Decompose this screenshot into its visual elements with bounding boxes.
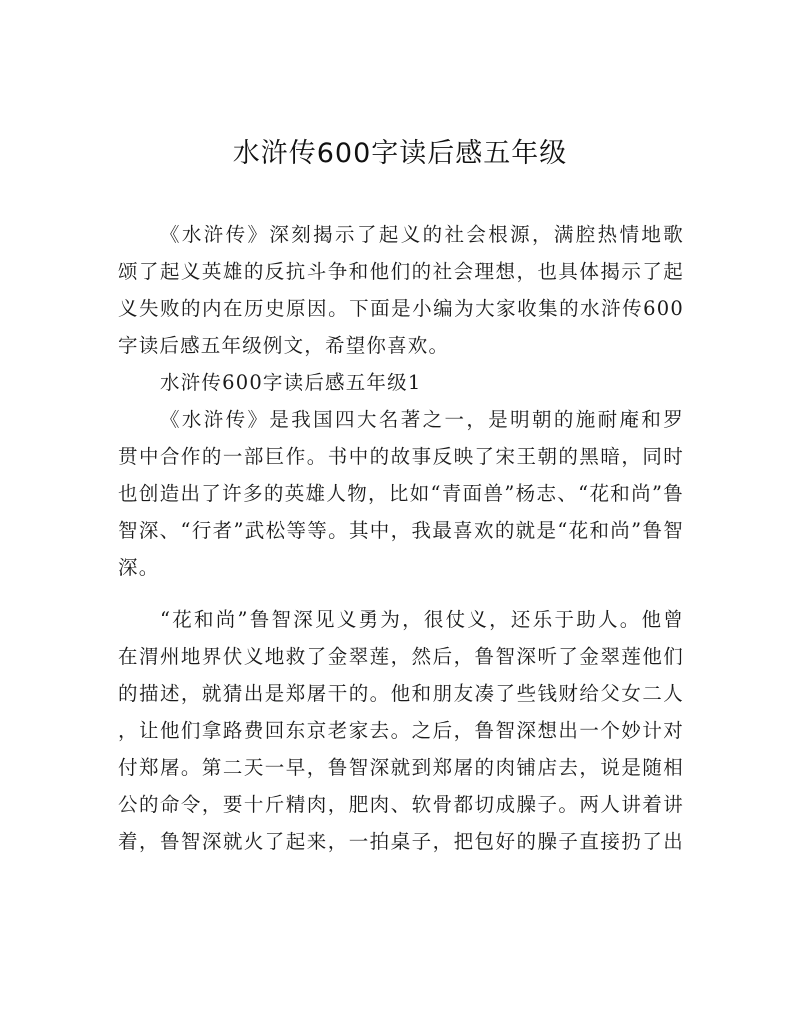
paragraph-line: 《水浒传》深刻揭示了起义的社会根源，满腔热情地歌 (160, 223, 684, 246)
paragraph-line: 公的命令，要十斤精肉，肥肉、软骨都切成臊子。两人讲着讲 (118, 793, 684, 816)
paragraph-line: 深。 (118, 556, 160, 579)
paragraph-line: 《水浒传》是我国四大名著之一，是明朝的施耐庵和罗 (160, 408, 684, 431)
paragraph-line: 着，鲁智深就火了起来，一拍桌子，把包好的臊子直接扔了出 (118, 830, 684, 853)
paragraph-line: “花和尚”鲁智深见义勇为，很仗义，还乐于助人。他曾 (160, 608, 684, 631)
paragraph-line: 字读后感五年级例文，希望你喜欢。 (118, 334, 450, 357)
paragraph-line: 在渭州地界伏义地救了金翠莲，然后，鲁智深听了金翠莲他们 (118, 645, 684, 668)
section-heading: 水浒传600字读后感五年级1 (160, 371, 422, 394)
paragraph-line: 贯中合作的一部巨作。书中的故事反映了宋王朝的黑暗，同时 (118, 445, 684, 468)
paragraph-line: ，让他们拿路费回东京老家去。之后，鲁智深想出一个妙计对 (118, 719, 684, 742)
paragraph-line: 也创造出了许多的英雄人物，比如“青面兽”杨志、“花和尚”鲁 (118, 482, 684, 505)
paragraph-line: 颂了起义英雄的反抗斗争和他们的社会理想，也具体揭示了起 (118, 260, 684, 283)
document-title: 水浒传600字读后感五年级 (232, 138, 568, 169)
paragraph-line: 付郑屠。第二天一早，鲁智深就到郑屠的肉铺店去，说是随相 (118, 756, 684, 779)
paragraph-line: 智深、“行者”武松等等。其中，我最喜欢的就是“花和尚”鲁智 (118, 519, 684, 542)
paragraph-line: 的描述，就猜出是郑屠干的。他和朋友凑了些钱财给父女二人 (118, 682, 684, 705)
paragraph-line: 义失败的内在历史原因。下面是小编为大家收集的水浒传600 (118, 297, 684, 320)
